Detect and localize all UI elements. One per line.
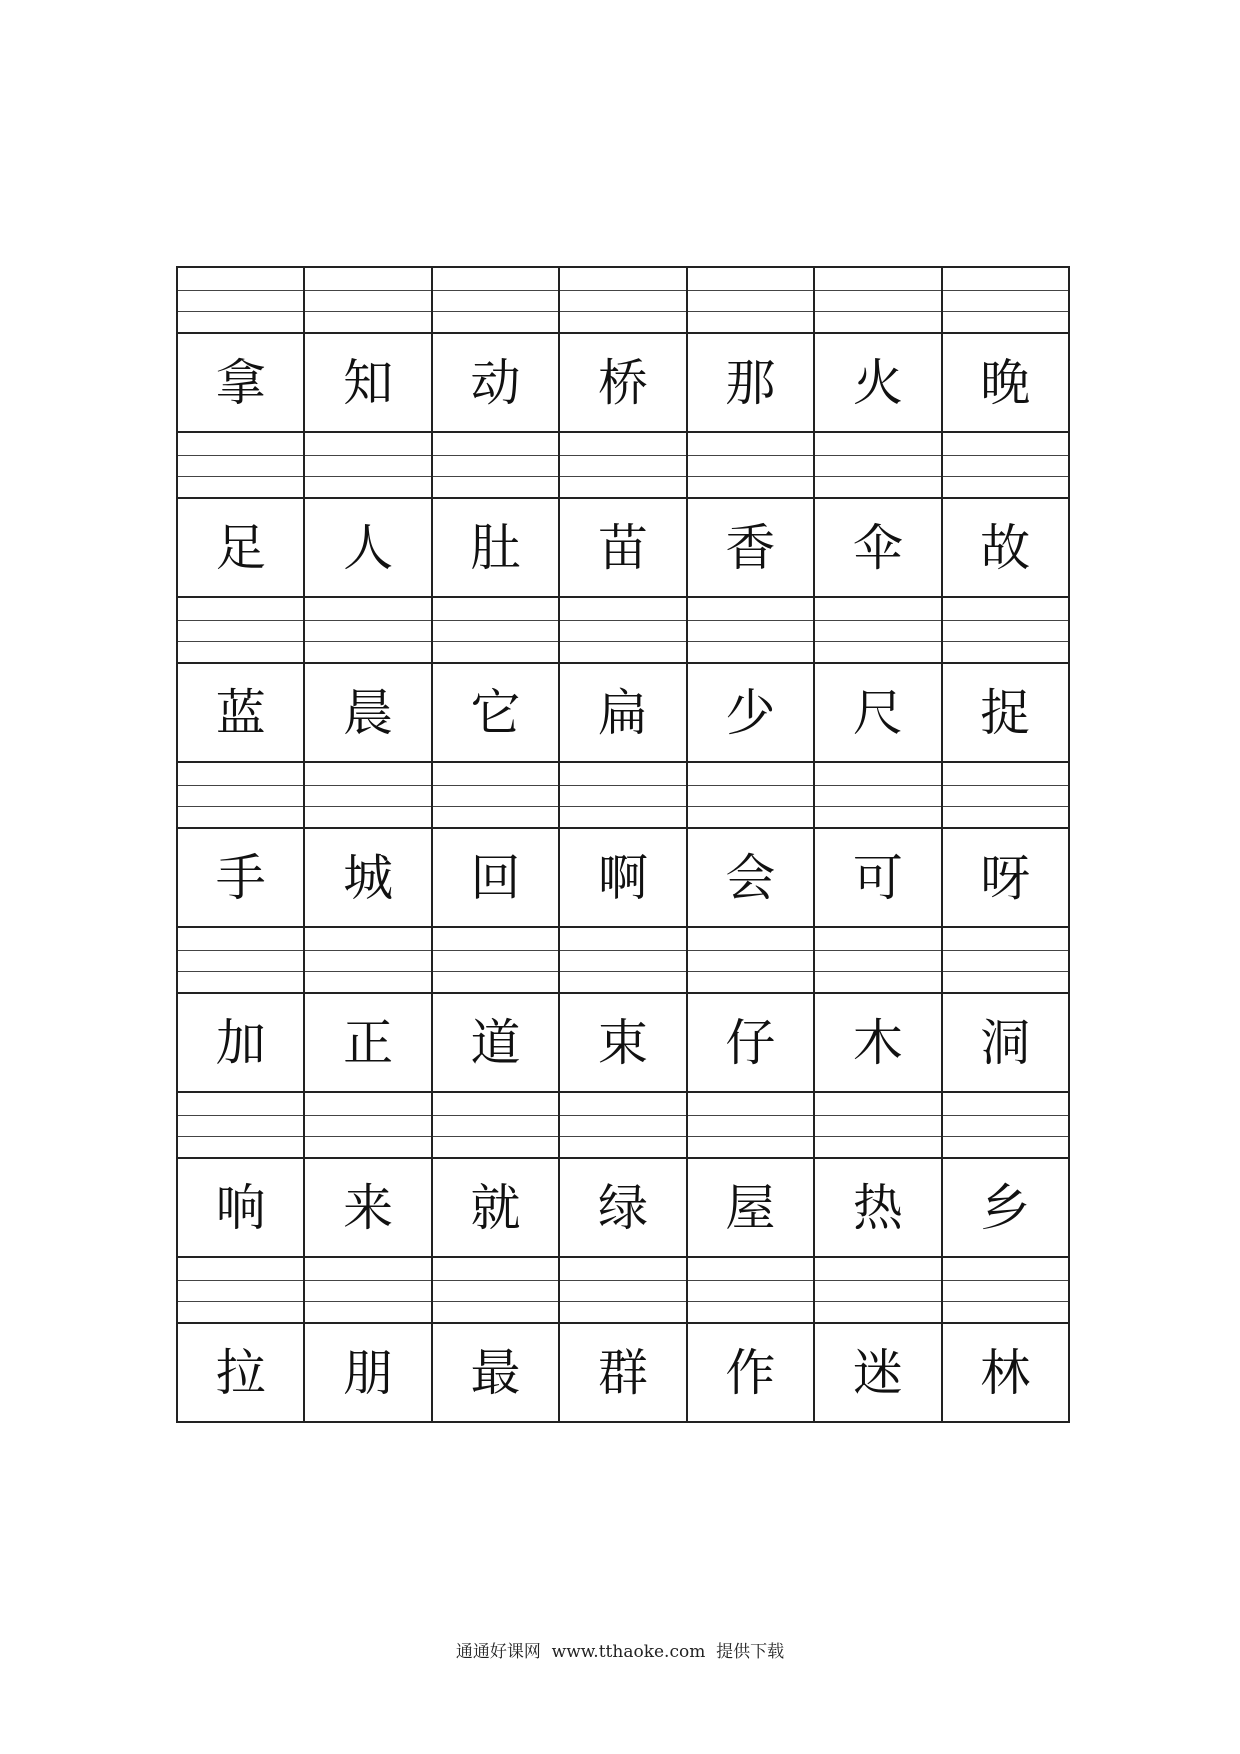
character-cell: 拉 xyxy=(178,1324,305,1423)
character-cell: 啊 xyxy=(560,829,687,928)
character-cell: 仔 xyxy=(688,994,815,1093)
character-cell: 桥 xyxy=(560,334,687,433)
pinyin-writing-cell xyxy=(688,433,815,499)
character-cell: 肚 xyxy=(433,499,560,598)
pinyin-writing-cell xyxy=(433,763,560,829)
pinyin-writing-cell xyxy=(943,1258,1070,1324)
pinyin-writing-cell xyxy=(178,763,305,829)
character-row xyxy=(178,664,1070,763)
pinyin-writing-cell xyxy=(305,433,432,499)
character-cell: 可 xyxy=(815,829,942,928)
pinyin-writing-cell xyxy=(943,763,1070,829)
character-cell: 木 xyxy=(815,994,942,1093)
character-cell: 呀 xyxy=(943,829,1070,928)
pinyin-writing-cell xyxy=(433,433,560,499)
pinyin-writing-cell xyxy=(815,598,942,664)
character-cell: 回 xyxy=(433,829,560,928)
pinyin-writing-cell xyxy=(433,1093,560,1159)
character-cell: 乡 xyxy=(943,1159,1070,1258)
character-row xyxy=(178,499,1070,598)
pinyin-writing-cell xyxy=(943,928,1070,994)
character-cell: 响 xyxy=(178,1159,305,1258)
character-cell: 扁 xyxy=(560,664,687,763)
pinyin-writing-cell xyxy=(178,1258,305,1324)
character-cell: 林 xyxy=(943,1324,1070,1423)
character-cell: 晨 xyxy=(305,664,432,763)
pinyin-writing-cell xyxy=(305,598,432,664)
character-cell: 它 xyxy=(433,664,560,763)
character-cell: 人 xyxy=(305,499,432,598)
character-cell: 群 xyxy=(560,1324,687,1423)
pinyin-writing-row xyxy=(178,268,1070,334)
pinyin-writing-row xyxy=(178,763,1070,829)
pinyin-writing-row xyxy=(178,598,1070,664)
pinyin-writing-cell xyxy=(178,268,305,334)
pinyin-writing-cell xyxy=(560,928,687,994)
character-row xyxy=(178,829,1070,928)
pinyin-writing-cell xyxy=(688,763,815,829)
character-cell: 捉 xyxy=(943,664,1070,763)
character-cell: 束 xyxy=(560,994,687,1093)
pinyin-writing-cell xyxy=(815,763,942,829)
pinyin-writing-cell xyxy=(815,1258,942,1324)
pinyin-writing-cell xyxy=(178,1093,305,1159)
character-cell: 手 xyxy=(178,829,305,928)
pinyin-writing-cell xyxy=(305,763,432,829)
character-cell: 屋 xyxy=(688,1159,815,1258)
pinyin-writing-cell xyxy=(815,268,942,334)
pinyin-writing-cell xyxy=(305,928,432,994)
pinyin-writing-cell xyxy=(943,1093,1070,1159)
character-cell: 伞 xyxy=(815,499,942,598)
character-cell: 故 xyxy=(943,499,1070,598)
character-cell: 绿 xyxy=(560,1159,687,1258)
character-cell: 苗 xyxy=(560,499,687,598)
character-cell: 拿 xyxy=(178,334,305,433)
character-cell: 知 xyxy=(305,334,432,433)
character-cell: 会 xyxy=(688,829,815,928)
character-cell: 正 xyxy=(305,994,432,1093)
pinyin-writing-row xyxy=(178,1093,1070,1159)
pinyin-writing-row xyxy=(178,1258,1070,1324)
pinyin-writing-cell xyxy=(305,1258,432,1324)
character-cell: 加 xyxy=(178,994,305,1093)
pinyin-writing-cell xyxy=(815,928,942,994)
pinyin-writing-cell xyxy=(688,598,815,664)
pinyin-writing-cell xyxy=(560,598,687,664)
character-cell: 晚 xyxy=(943,334,1070,433)
character-cell: 尺 xyxy=(815,664,942,763)
character-cell: 动 xyxy=(433,334,560,433)
pinyin-writing-cell xyxy=(305,1093,432,1159)
pinyin-writing-cell xyxy=(178,928,305,994)
character-cell: 蓝 xyxy=(178,664,305,763)
character-cell: 来 xyxy=(305,1159,432,1258)
character-cell: 足 xyxy=(178,499,305,598)
character-cell: 洞 xyxy=(943,994,1070,1093)
character-cell: 火 xyxy=(815,334,942,433)
character-cell: 就 xyxy=(433,1159,560,1258)
pinyin-writing-row xyxy=(178,433,1070,499)
pinyin-writing-cell xyxy=(943,433,1070,499)
character-row xyxy=(178,1324,1070,1423)
pinyin-writing-cell xyxy=(178,433,305,499)
pinyin-writing-cell xyxy=(560,763,687,829)
character-cell: 那 xyxy=(688,334,815,433)
pinyin-writing-row xyxy=(178,928,1070,994)
character-worksheet-grid xyxy=(176,266,1070,1423)
pinyin-writing-cell xyxy=(815,1093,942,1159)
pinyin-writing-cell xyxy=(560,1093,687,1159)
pinyin-writing-cell xyxy=(433,928,560,994)
character-cell: 迷 xyxy=(815,1324,942,1423)
pinyin-writing-cell xyxy=(688,268,815,334)
character-row xyxy=(178,1159,1070,1258)
pinyin-writing-cell xyxy=(433,268,560,334)
pinyin-writing-cell xyxy=(433,598,560,664)
character-cell: 香 xyxy=(688,499,815,598)
pinyin-writing-cell xyxy=(688,1258,815,1324)
character-cell: 热 xyxy=(815,1159,942,1258)
footer-credit: 通通好课网 www.tthaoke.com 提供下载 xyxy=(455,1642,785,1662)
character-cell: 道 xyxy=(433,994,560,1093)
pinyin-writing-cell xyxy=(688,928,815,994)
character-cell: 朋 xyxy=(305,1324,432,1423)
pinyin-writing-cell xyxy=(560,1258,687,1324)
character-row xyxy=(178,994,1070,1093)
pinyin-writing-cell xyxy=(560,433,687,499)
character-row xyxy=(178,334,1070,433)
pinyin-writing-cell xyxy=(943,268,1070,334)
pinyin-writing-cell xyxy=(688,1093,815,1159)
character-cell: 作 xyxy=(688,1324,815,1423)
pinyin-writing-cell xyxy=(305,268,432,334)
character-cell: 少 xyxy=(688,664,815,763)
pinyin-writing-cell xyxy=(433,1258,560,1324)
character-cell: 最 xyxy=(433,1324,560,1423)
pinyin-writing-cell xyxy=(178,598,305,664)
pinyin-writing-cell xyxy=(560,268,687,334)
pinyin-writing-cell xyxy=(815,433,942,499)
character-cell: 城 xyxy=(305,829,432,928)
pinyin-writing-cell xyxy=(943,598,1070,664)
